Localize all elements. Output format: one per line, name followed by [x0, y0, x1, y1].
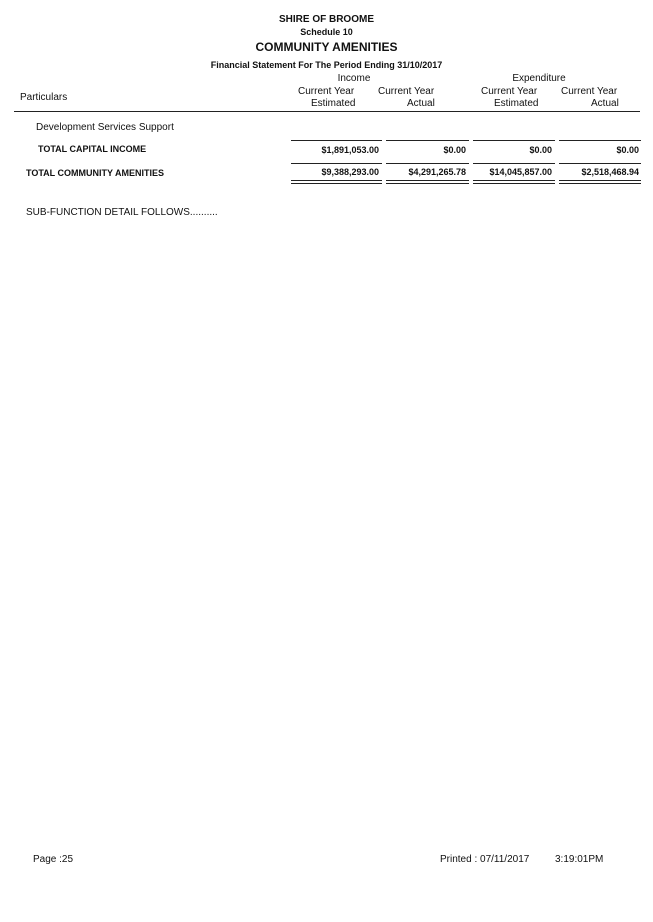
period-label: Financial Statement For The Period Ending 31/10/2017	[210, 60, 443, 70]
exp-actual-header-line1: Current Year	[561, 86, 618, 97]
capital-exp-estimated: $0.00	[529, 145, 552, 155]
printed-time: 3:19:01PM	[555, 854, 604, 865]
rule-col3	[473, 140, 555, 141]
income-actual-header-line1: Current Year	[378, 86, 435, 97]
total-income-actual: $4,291,265.78	[408, 167, 466, 177]
total-exp-actual: $2,518,468.94	[581, 167, 639, 177]
total-income-estimated: $9,388,293.00	[321, 167, 379, 177]
total-exp-estimated: $14,045,857.00	[489, 167, 552, 177]
rule-col2	[386, 140, 469, 141]
double-rule-col1	[291, 180, 382, 184]
double-rule-col3	[473, 180, 555, 184]
rule-total-col2	[386, 163, 469, 164]
header-divider	[14, 111, 640, 112]
particulars-header: Particulars	[20, 92, 68, 103]
double-rule-col2	[386, 180, 469, 184]
capital-exp-actual: $0.00	[616, 145, 639, 155]
section-label: Development Services Support	[36, 122, 174, 133]
rule-col4	[559, 140, 641, 141]
double-rule-col4	[559, 180, 641, 184]
printed-date: Printed : 07/11/2017	[440, 854, 530, 865]
sub-function-note: SUB-FUNCTION DETAIL FOLLOWS..........	[26, 207, 218, 218]
income-estimated-header-line1: Current Year	[298, 86, 355, 97]
total-amenities-label: TOTAL COMMUNITY AMENITIES	[26, 168, 165, 178]
exp-estimated-header-line1: Current Year	[481, 86, 538, 97]
income-estimated-header-line2: Estimated	[311, 98, 356, 109]
page-number: Page :25	[33, 854, 74, 865]
capital-income-actual: $0.00	[443, 145, 466, 155]
capital-income-label: TOTAL CAPITAL INCOME	[38, 144, 147, 154]
exp-actual-header-line2: Actual	[591, 98, 619, 109]
expenditure-group-header: Expenditure	[512, 73, 566, 84]
capital-income-estimated: $1,891,053.00	[321, 145, 379, 155]
rule-total-col1	[291, 163, 382, 164]
rule-col1	[291, 140, 382, 141]
rule-total-col4	[559, 163, 641, 164]
schedule-label: Schedule 10	[300, 27, 353, 37]
exp-estimated-header-line2: Estimated	[494, 98, 539, 109]
page-title: COMMUNITY AMENITIES	[255, 40, 398, 54]
rule-total-col3	[473, 163, 555, 164]
income-actual-header-line2: Actual	[407, 98, 435, 109]
income-group-header: Income	[337, 73, 371, 84]
org-name: SHIRE OF BROOME	[278, 14, 374, 25]
